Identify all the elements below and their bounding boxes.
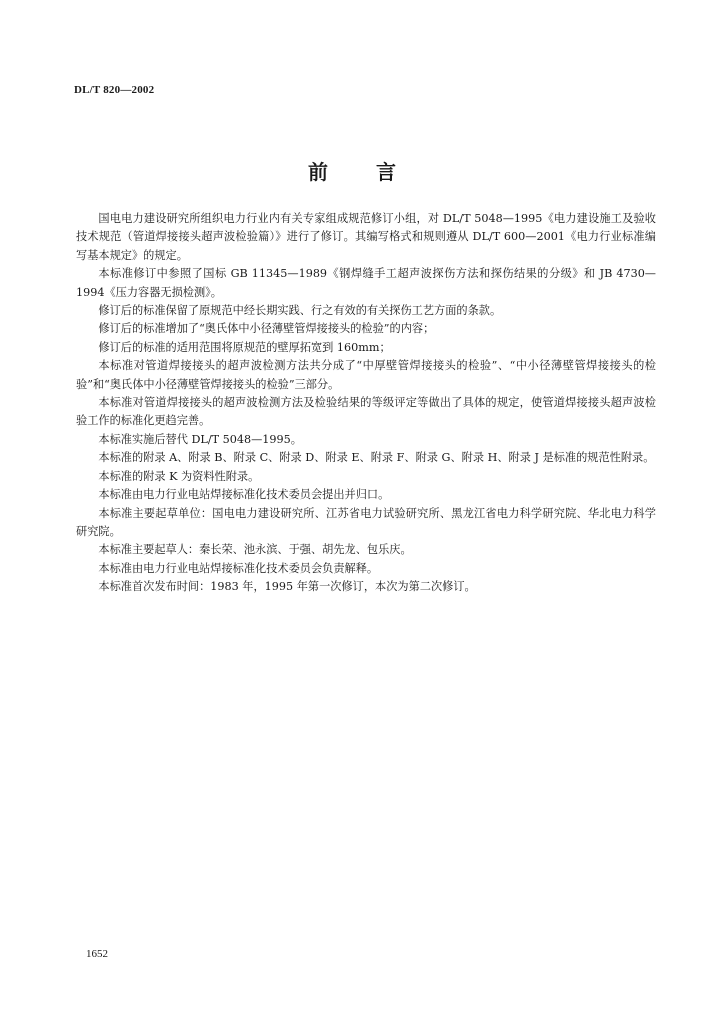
document-code: DL/T 820—2002 xyxy=(74,84,155,96)
paragraph-5: 修订后的标准的适用范围将原规范的壁厚拓宽到 160mm； xyxy=(98,340,391,354)
paragraph-10: 本标准的附录 K 为资料性附录。 xyxy=(98,469,260,483)
page-title: 前言 xyxy=(308,160,444,184)
foreword-body xyxy=(76,210,656,597)
paragraph-9: 本标准的附录 A、附录 B、附录 C、附录 D、附录 E、附录 F、附录 G、附录 H、附录 J 是标准的规范性附录。 xyxy=(98,451,655,465)
page-number: 1652 xyxy=(86,948,108,960)
paragraph-2: 本标准修订中参照了国标 GB 11345—1989《钢焊缝手工超声波探伤方法和探伤结果的分级》和 JB 4730—1994《压力容器无损检测》。 xyxy=(76,267,656,299)
paragraph-3: 修订后的标准保留了原规范中经长期实践、行之有效的有关探伤工艺方面的条款。 xyxy=(98,304,502,318)
paragraph-15: 本标准首次发布时间：1983 年，1995 年第一次修订，本次为第二次修订。 xyxy=(98,580,476,594)
paragraph-14: 本标准由电力行业电站焊接标准化技术委员会负责解释。 xyxy=(98,561,379,575)
paragraph-8: 本标准实施后替代 DL/T 5048—1995。 xyxy=(98,432,302,446)
paragraph-4: 修订后的标准增加了“奥氏体中小径薄壁管焊接接头的检验”的内容； xyxy=(98,322,435,336)
paragraph-1: 国电电力建设研究所组织电力行业内有关专家组成规范修订小组，对 DL/T 5048—1995《电力建设施工及验收技术规范（管道焊接接头超声波检验篇）》进行了修订。其编写格式和规则遵从 DL/T 600—2001《电力行业标准编写基本规定》的规定。 xyxy=(76,212,656,262)
paragraph-7: 本标准对管道焊接接头的超声波检测方法及检验结果的等级评定等做出了具体的规定，使管道焊接接头超声波检验工作的标准化更趋完善。 xyxy=(76,396,656,428)
paragraph-11: 本标准由电力行业电站焊接标准化技术委员会提出并归口。 xyxy=(98,488,390,502)
paragraph-12: 本标准主要起草单位：国电电力建设研究所、江苏省电力试验研究所、黑龙江省电力科学研究院、华北电力科学研究院。 xyxy=(76,506,656,538)
paragraph-13: 本标准主要起草人：秦长荣、池永滨、于强、胡先龙、包乐庆。 xyxy=(98,543,412,557)
paragraph-6: 本标准对管道焊接接头的超声波检测方法共分成了“中厚壁管焊接接头的检验”、“中小径薄壁管焊接接头的检验”和“奥氏体中小径薄壁管焊接接头的检验”三部分。 xyxy=(76,359,656,391)
